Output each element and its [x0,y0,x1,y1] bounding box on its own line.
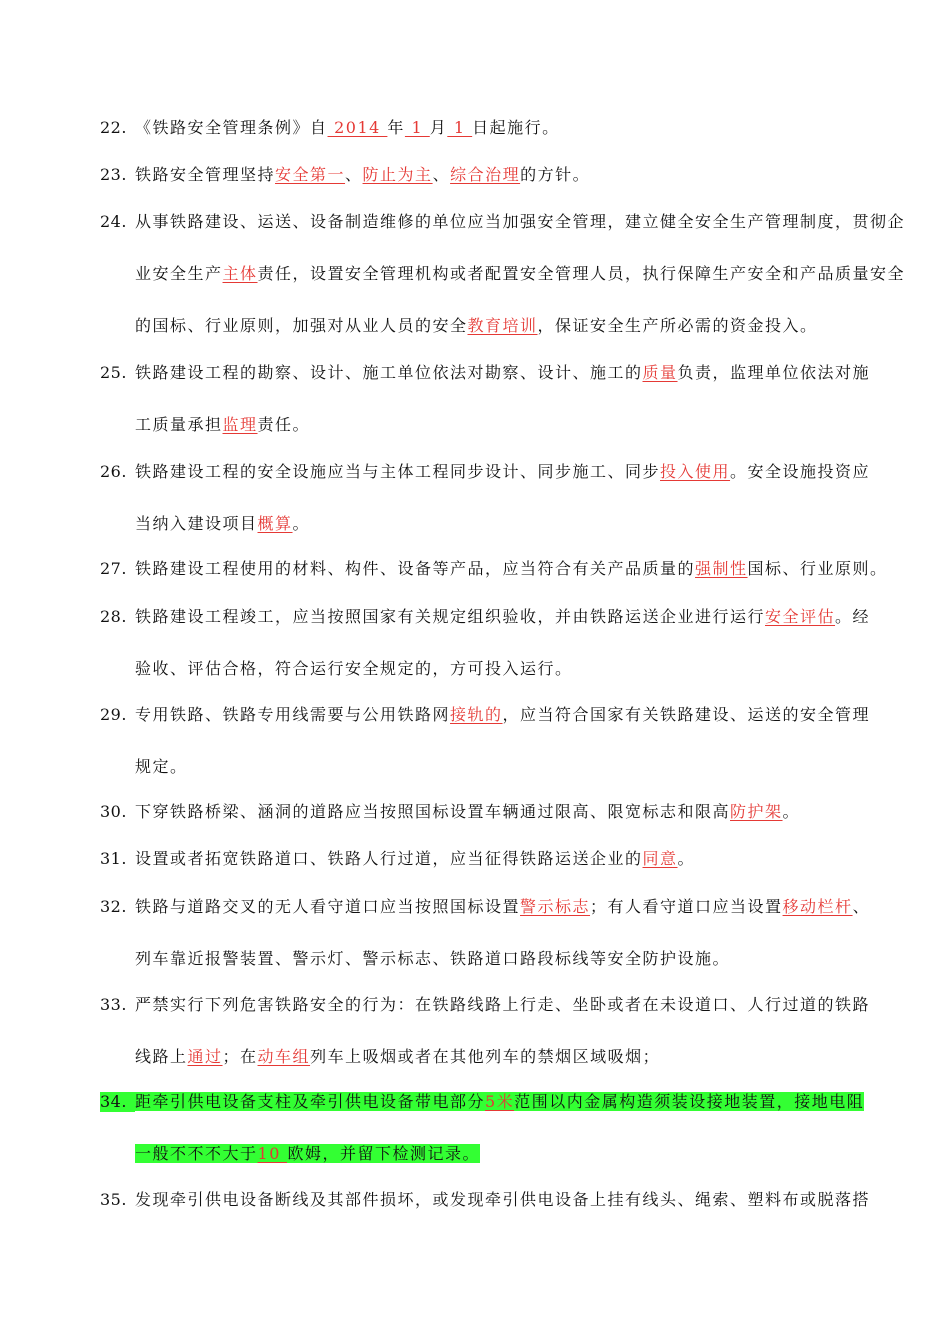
question-line [100,849,860,869]
answer-blank: 防护架 [730,802,783,821]
answer-blank: 通过 [187,1047,223,1066]
question-line [100,264,906,284]
question-text: 日起施行。 [472,118,560,137]
question-line [100,1047,860,1067]
answer-blank: 5米 [485,1092,515,1111]
question-number: 23. [100,165,127,184]
question-text: 、 [852,897,871,916]
question-text: 一般不不不大于 [135,1144,258,1163]
question-line [100,415,860,435]
question-text: 从事铁路建设、运送、设备制造维修的单位应当加强安全管理，建立健全安全生产管理制度，贯彻企 [135,212,906,231]
question-q26 [100,462,871,534]
question-text: 严禁实行下列危害铁路安全的行为：在铁路线路上行走、坐卧或者在未设道口、人行过道的铁路 [135,995,871,1014]
question-text: 欧姆，并留下检测记录。 [287,1144,480,1163]
question-text: 铁路建设工程的安全设施应当与主体工程同步设计、同步施工、同步 [135,462,661,481]
question-q31 [100,849,860,869]
question-text: 铁路安全管理坚持 [135,165,276,184]
question-q28 [100,607,871,679]
answer-blank: 10 [257,1144,288,1163]
question-text: 铁路建设工程竣工，应当按照国家有关规定组织验收，并由铁路运送企业进行运行 [135,607,766,626]
question-text: 。 [782,802,801,821]
question-number: 27. [100,559,127,578]
question-number: 30. [100,802,127,821]
question-text: 的国标、行业原则，加强对从业人员的安全 [135,316,468,335]
question-text: ，保证安全生产所必需的资金投入。 [537,316,818,335]
question-line [100,118,860,138]
question-text: ；有人看守道口应当设置 [590,897,783,916]
question-number: 35. [100,1190,127,1209]
question-number: 25. [100,363,127,382]
question-text: 。 [677,849,696,868]
question-q29 [100,705,871,777]
question-line [100,1092,865,1112]
answer-blank: 安全第一 [275,165,346,184]
question-text: 《铁路安全管理条例》自 [135,118,328,137]
answer-blank: 2014 [327,118,388,137]
question-line [100,705,871,725]
question-line [100,165,860,185]
question-line [100,995,871,1015]
question-text: ，应当符合国家有关铁路建设、运送的安全管理 [502,705,871,724]
question-text: 。安全设施投资应 [730,462,871,481]
question-q35 [100,1190,871,1210]
question-line [100,462,871,482]
question-number: 33. [100,995,127,1014]
answer-blank: 综合治理 [450,165,521,184]
question-q25 [100,363,871,435]
question-text: 列车靠近报警装置、警示灯、警示标志、铁路道口路段标线等安全防护设施。 [135,949,731,968]
question-q24 [100,212,906,336]
question-number: 31. [100,849,127,868]
answer-blank: 警示标志 [520,897,591,916]
question-line [100,607,871,627]
question-q23 [100,165,860,185]
question-line [100,1144,860,1164]
question-text: 工质量承担 [135,415,223,434]
question-text: 年 [387,118,405,137]
question-text: 国标、行业原则。 [747,559,888,578]
answer-blank: 安全评估 [765,607,836,626]
question-text: 下穿铁路桥梁、涵洞的道路应当按照国标设置车辆通过限高、限宽标志和限高 [135,802,731,821]
question-q32 [100,897,871,969]
question-text: 范围以内金属构造须装设接地装置，接地电阻 [514,1092,865,1111]
question-q34 [100,1092,865,1164]
question-text: 。 [292,514,311,533]
answer-blank: 概算 [257,514,293,533]
question-q22 [100,118,860,138]
question-text: ；在 [222,1047,258,1066]
question-text: 、 [432,165,451,184]
question-line [100,1190,871,1210]
answer-blank: 强制性 [695,559,748,578]
answer-blank: 防止为主 [362,165,433,184]
question-line [100,316,860,336]
question-text: 距牵引供电设备支柱及牵引供电设备带电部分 [135,1092,486,1111]
question-number: 24. [100,212,127,231]
question-text: 当纳入建设项目 [135,514,258,533]
question-text: 月 [429,118,448,137]
question-q30 [100,802,860,822]
answer-blank: 动车组 [257,1047,311,1066]
question-text: 铁路建设工程使用的材料、构件、设备等产品，应当符合有关产品质量的 [135,559,696,578]
question-text: 、 [345,165,363,184]
question-text: 。经 [835,607,871,626]
question-text: 发现牵引供电设备断线及其部件损坏，或发现牵引供电设备上挂有线头、绳索、塑料布或脱落搭 [135,1190,871,1209]
question-text: 专用铁路、铁路专用线需要与公用铁路网 [135,705,451,724]
question-number: 28. [100,607,127,626]
answer-blank: 主体 [222,264,258,283]
question-text: 责任。 [257,415,311,434]
question-q27 [100,559,888,579]
question-line [100,949,860,969]
question-line [100,802,860,822]
question-text: 铁路建设工程的勘察、设计、施工单位依法对勘察、设计、施工的 [135,363,643,382]
answer-blank: 1 [404,118,430,137]
question-q33 [100,995,871,1067]
question-text: 验收、评估合格，符合运行安全规定的，方可投入运行。 [135,659,573,678]
question-number: 34. [100,1092,135,1112]
question-text: 列车上吸烟或者在其他列车的禁烟区域吸烟； [310,1047,661,1066]
answer-blank: 监理 [222,415,258,434]
question-text: 的方针。 [520,165,591,184]
answer-blank: 质量 [642,363,678,382]
question-line [100,659,860,679]
answer-blank: 1 [447,118,473,137]
answer-blank: 接轨的 [450,705,503,724]
question-text: 铁路与道路交叉的无人看守道口应当按照国标设置 [135,897,521,916]
question-line [100,757,860,777]
question-text: 规定。 [135,757,188,776]
question-number: 29. [100,705,127,724]
question-text: 责任，设置安全管理机构或者配置安全管理人员，执行保障生产安全和产品质量安全 [257,264,906,283]
question-number: 32. [100,897,127,916]
question-line [100,559,888,579]
answer-blank: 同意 [642,849,678,868]
question-text: 负责，监理单位依法对施 [677,363,871,382]
answer-blank: 移动栏杆 [782,897,853,916]
question-text: 线路上 [135,1047,188,1066]
question-number: 26. [100,462,127,481]
question-line [100,212,906,232]
question-number: 22. [100,118,127,137]
question-text: 业安全生产 [135,264,223,283]
answer-blank: 投入使用 [660,462,731,481]
question-line [100,363,871,383]
question-text: 设置或者拓宽铁路道口、铁路人行过道，应当征得铁路运送企业的 [135,849,643,868]
answer-blank: 教育培训 [467,316,538,335]
question-line [100,897,871,917]
question-line [100,514,860,534]
